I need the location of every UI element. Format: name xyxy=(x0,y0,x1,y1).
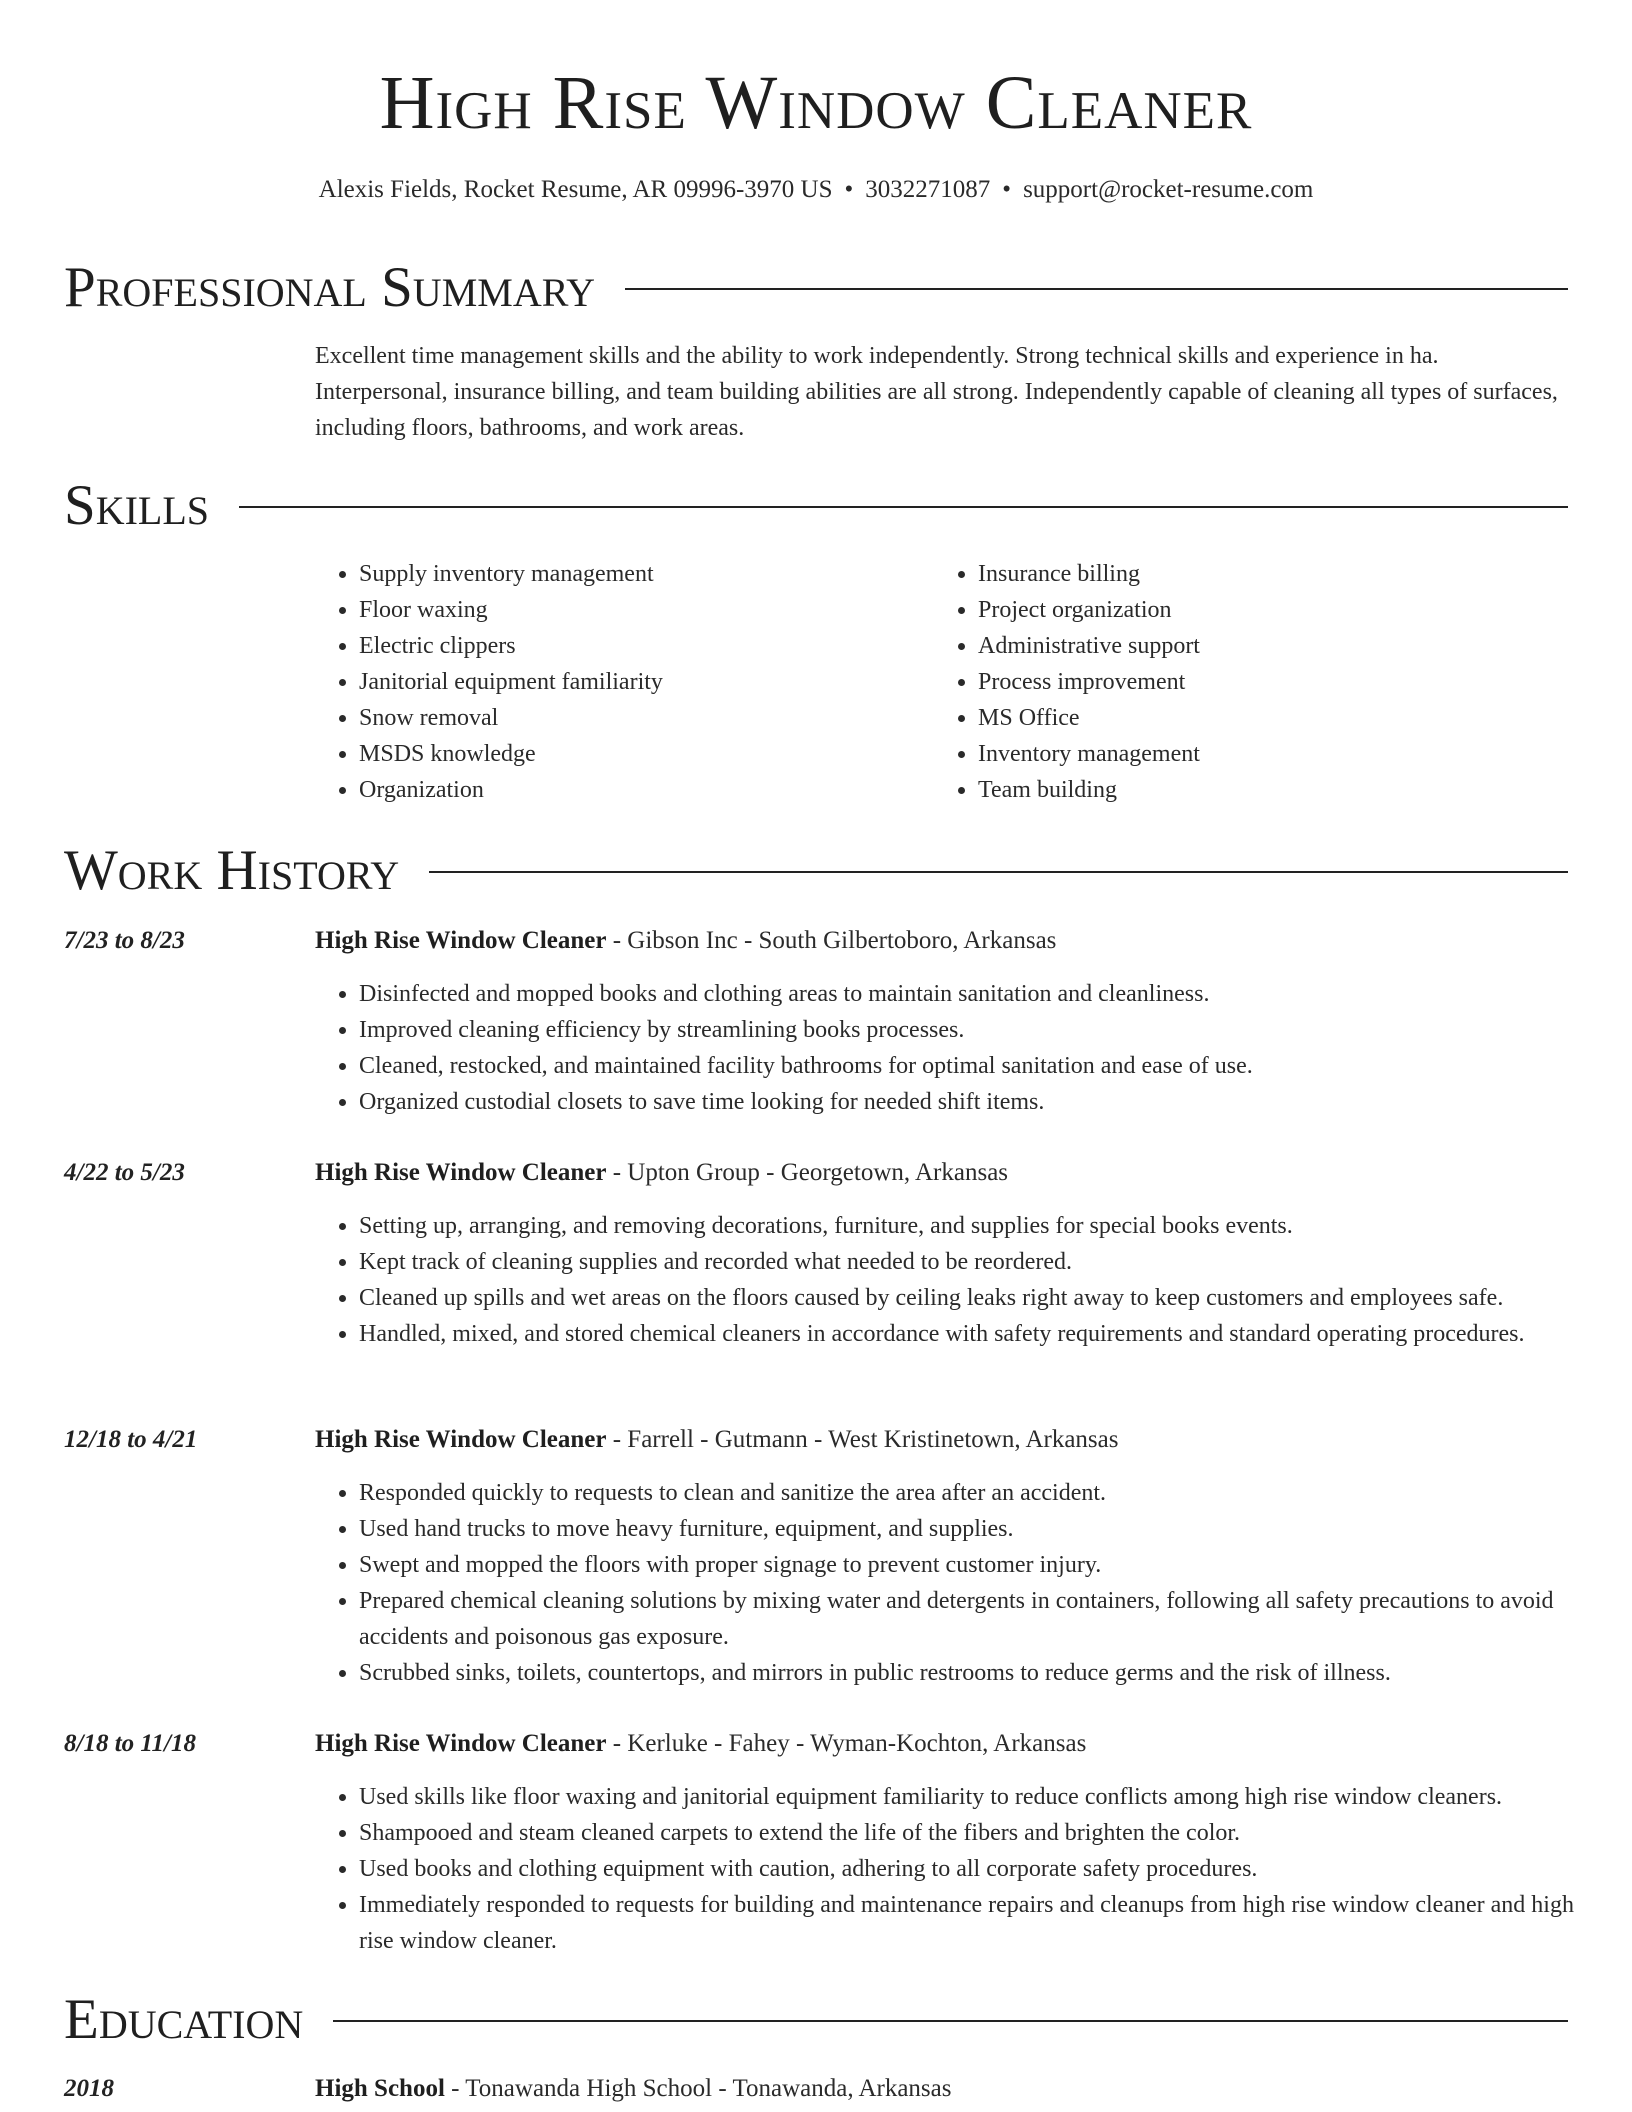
job-role: High Rise Window Cleaner xyxy=(315,927,607,954)
skill-item: • MS Office xyxy=(978,700,1534,736)
job-details: - Farrell - Gutmann - West Kristinetown, Arkansas xyxy=(606,1426,1119,1453)
job-title xyxy=(315,1157,1575,1189)
education-entry xyxy=(315,2073,1575,2105)
job-role: High Rise Window Cleaner xyxy=(315,1730,607,1757)
work-section-header xyxy=(64,841,1568,901)
job-title xyxy=(315,1728,1575,1760)
job-bullets xyxy=(315,1208,1575,1352)
job-bullet: • Swept and mopped the floors with proper signage to prevent customer injury. xyxy=(359,1547,1575,1583)
skill-item: • Inventory management xyxy=(978,736,1534,772)
section-rule xyxy=(64,506,1568,508)
summary-section-header xyxy=(64,258,1568,318)
job-bullets xyxy=(315,1779,1575,1959)
resume-name: High Rise Window Cleaner xyxy=(379,61,1253,145)
education-degree: High School xyxy=(315,2075,445,2102)
skill-item: • Organization xyxy=(359,772,915,808)
job-bullet: • Cleaned, restocked, and maintained facility bathrooms for optimal sanitation and ease of use. xyxy=(359,1048,1575,1084)
contact-separator: • xyxy=(1002,176,1012,203)
skills-column-right xyxy=(934,556,1534,808)
job-bullet: • Cleaned up spills and wet areas on the floors caused by ceiling leaks right away to keep customers and employees safe. xyxy=(359,1280,1575,1316)
summary-section-title: Professional Summary xyxy=(64,258,625,318)
skill-item: • Insurance billing xyxy=(978,556,1534,592)
education-details: - Tonawanda High School - Tonawanda, Arkansas xyxy=(444,2075,952,2102)
skill-item: • Team building xyxy=(978,772,1534,808)
job-bullet: • Organized custodial closets to save time looking for needed shift items. xyxy=(359,1084,1575,1120)
skill-item: • Snow removal xyxy=(359,700,915,736)
job-bullet: • Handled, mixed, and stored chemical cleaners in accordance with safety requirements and standard operating procedures. xyxy=(359,1316,1575,1352)
job-title xyxy=(315,925,1575,957)
contact-separator: • xyxy=(844,176,854,203)
skills-section-title: Skills xyxy=(64,476,239,536)
job-details: - Upton Group - Georgetown, Arkansas xyxy=(606,1159,1009,1186)
contact-line xyxy=(0,174,1632,206)
job-bullet: • Kept track of cleaning supplies and recorded what needed to be reordered. xyxy=(359,1244,1575,1280)
job-bullet: • Setting up, arranging, and removing decorations, furniture, and supplies for special books events. xyxy=(359,1208,1575,1244)
job-dates: 7/23 to 8/23 xyxy=(64,927,185,954)
job-bullet: • Immediately responded to requests for building and maintenance repairs and cleanups from high rise window cleaner and high rise window cleaner. xyxy=(359,1887,1575,1959)
contact-phone: 3032271087 xyxy=(865,176,991,203)
job-dates: 12/18 to 4/21 xyxy=(64,1426,198,1453)
job-bullet: • Improved cleaning efficiency by streamlining books processes. xyxy=(359,1012,1575,1048)
job-bullet: • Shampooed and steam cleaned carpets to extend the life of the fibers and brighten the color. xyxy=(359,1815,1575,1851)
skill-item: • Project organization xyxy=(978,592,1534,628)
job-details: - Gibson Inc - South Gilbertoboro, Arkansas xyxy=(606,927,1057,954)
skills-column-left xyxy=(315,556,915,808)
skill-item: • Floor waxing xyxy=(359,592,915,628)
contact-address: Alexis Fields, Rocket Resume, AR 09996-3970 US xyxy=(318,176,833,203)
job-bullet: • Responded quickly to requests to clean and sanitize the area after an accident. xyxy=(359,1475,1575,1511)
job-bullet: • Disinfected and mopped books and clothing areas to maintain sanitation and cleanliness. xyxy=(359,976,1575,1012)
skill-item: • MSDS knowledge xyxy=(359,736,915,772)
skill-item: • Supply inventory management xyxy=(359,556,915,592)
job-title xyxy=(315,1424,1575,1456)
summary-text: Excellent time management skills and the ability to work independently. Strong technical skills and experience in ha. Interpersonal, insurance billing, and team building abilities are all strong. Independently capable of cleaning all types of surfaces, including floors, bathrooms, and work areas. xyxy=(315,343,1558,441)
education-year: 2018 xyxy=(64,2075,114,2102)
job-bullet: • Scrubbed sinks, toilets, countertops, and mirrors in public restrooms to reduce germs and the risk of illness. xyxy=(359,1655,1575,1691)
job-bullet: • Used skills like floor waxing and janitorial equipment familiarity to reduce conflicts among high rise window cleaners. xyxy=(359,1779,1575,1815)
job-dates: 4/22 to 5/23 xyxy=(64,1159,185,1186)
skills-section-header xyxy=(64,476,1568,536)
education-section-title: Education xyxy=(64,1990,333,2050)
job-dates: 8/18 to 11/18 xyxy=(64,1730,196,1757)
job-bullet: • Used hand trucks to move heavy furniture, equipment, and supplies. xyxy=(359,1511,1575,1547)
job-bullets xyxy=(315,976,1575,1120)
job-details: - Kerluke - Fahey - Wyman-Kochton, Arkansas xyxy=(606,1730,1087,1757)
job-role: High Rise Window Cleaner xyxy=(315,1159,607,1186)
skill-item: • Process improvement xyxy=(978,664,1534,700)
contact-email: support@rocket-resume.com xyxy=(1023,176,1314,203)
skill-item: • Janitorial equipment familiarity xyxy=(359,664,915,700)
job-bullet: • Used books and clothing equipment with caution, adhering to all corporate safety procedures. xyxy=(359,1851,1575,1887)
job-bullet: • Prepared chemical cleaning solutions by mixing water and detergents in containers, following all safety precautions to avoid accidents and poisonous gas exposure. xyxy=(359,1583,1575,1655)
job-bullets xyxy=(315,1475,1575,1691)
skill-item: • Electric clippers xyxy=(359,628,915,664)
skill-item: • Administrative support xyxy=(978,628,1534,664)
job-role: High Rise Window Cleaner xyxy=(315,1426,607,1453)
education-section-header xyxy=(64,1990,1568,2050)
work-section-title: Work History xyxy=(64,841,429,901)
